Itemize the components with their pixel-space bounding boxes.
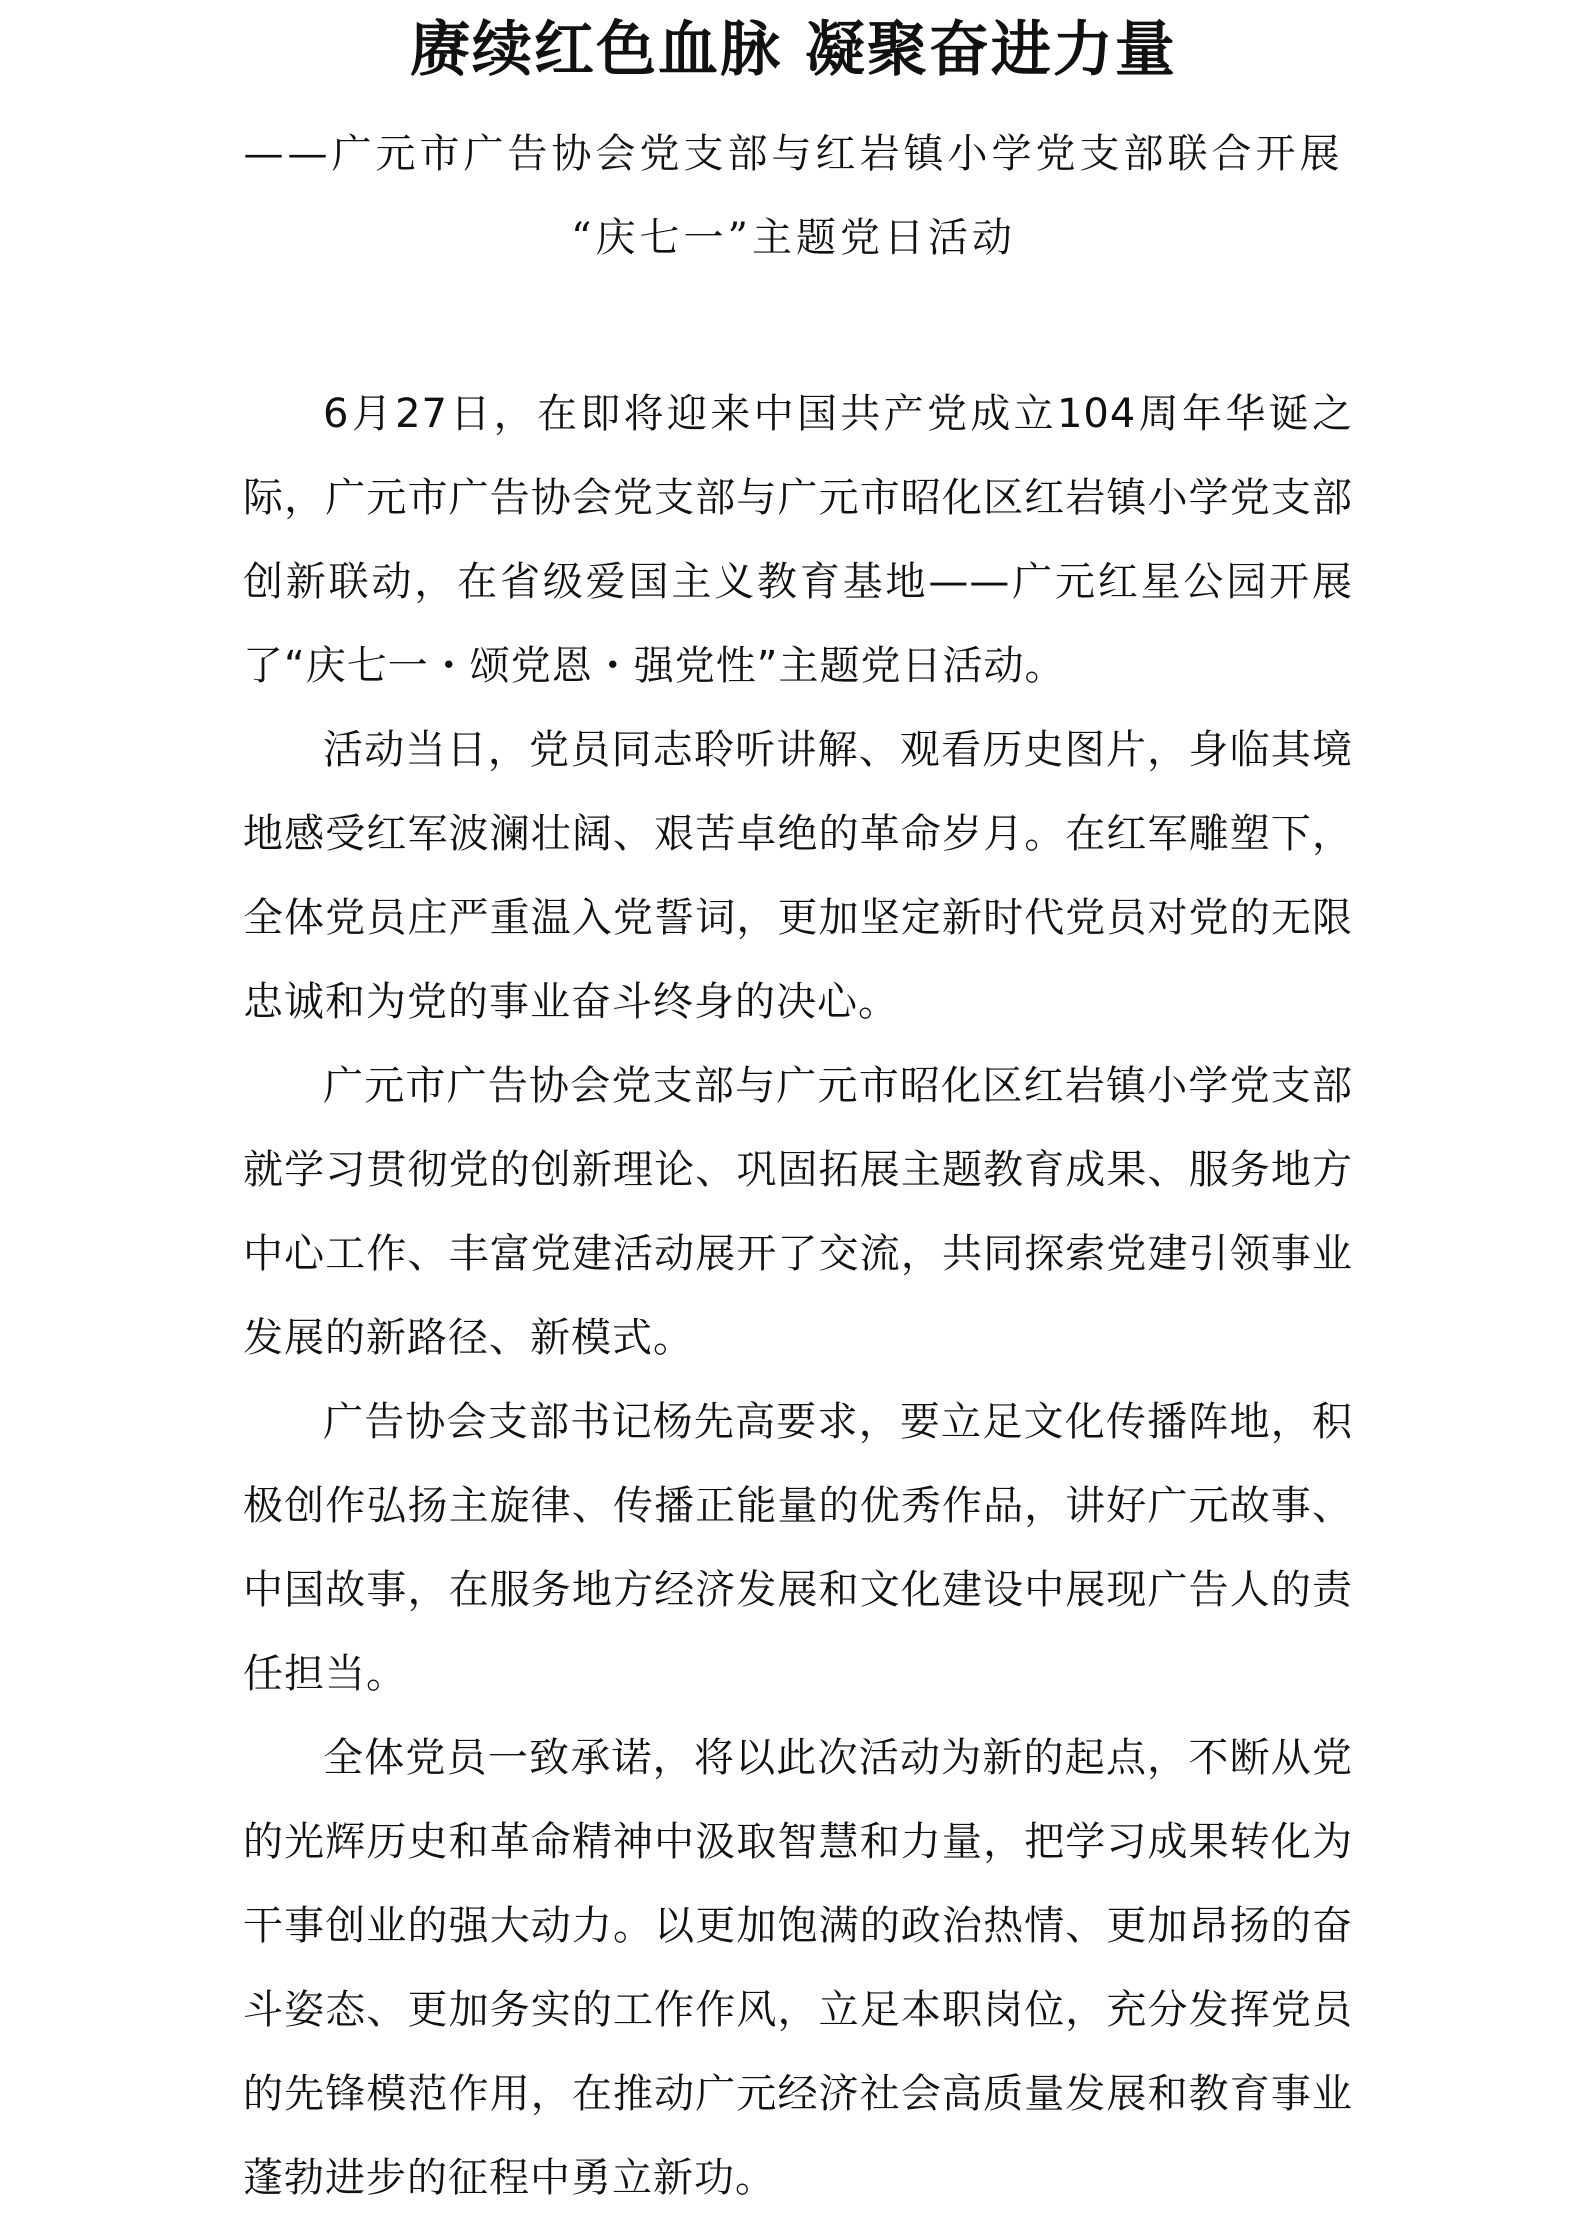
paragraph: 6月27日，在即将迎来中国共产党成立104周年华诞之际，广元市广告协会党支部与广元市昭化区红岩镇小学党支部创新联动，在省级爱国主义教育基地——广元红星公园开展了“庆七一・颂党恩・强党性”主题党日活动。 (243, 391, 1353, 689)
paragraph: 广元市广告协会党支部与广元市昭化区红岩镇小学党支部就学习贯彻党的创新理论、巩固拓展主题教育成果、服务地方中心工作、丰富党建活动展开了交流，共同探索党建引领事业发展的新路径、新模式。 (243, 1063, 1353, 1361)
paragraph: 活动当日，党员同志聆听讲解、观看历史图片，身临其境地感受红军波澜壮阔、艰苦卓绝的革命岁月。在红军雕塑下，全体党员庄严重温入党誓词，更加坚定新时代党员对党的无限忠诚和为党的事业奋斗终身的决心。 (243, 727, 1353, 1025)
paragraph: 广告协会支部书记杨先高要求，要立足文化传播阵地，积极创作弘扬主旋律、传播正能量的优秀作品，讲好广元故事、中国故事，在服务地方经济发展和文化建设中展现广告人的责任担当。 (243, 1399, 1353, 1697)
article-body (243, 372, 1353, 2220)
paragraph: 全体党员一致承诺，将以此次活动为新的起点，不断从党的光辉历史和革命精神中汲取智慧和力量，把学习成果转化为干事创业的强大动力。以更加饱满的政治热情、更加昂扬的奋斗姿态、更加务实的工作作风，立足本职岗位，充分发挥党员的先锋模范作用，在推动广元经济社会高质量发展和教育事业蓬勃进步的征程中勇立新功。 (243, 1735, 1353, 2201)
document-subtitle-line2: “庆七一”主题党日活动 (571, 215, 1016, 261)
document-title: 赓续红色血脉 凝聚奋进力量 (410, 15, 1177, 85)
document-subtitle-line1: ——广元市广告协会党支部与红岩镇小学党支部联合开展 (243, 131, 1344, 177)
